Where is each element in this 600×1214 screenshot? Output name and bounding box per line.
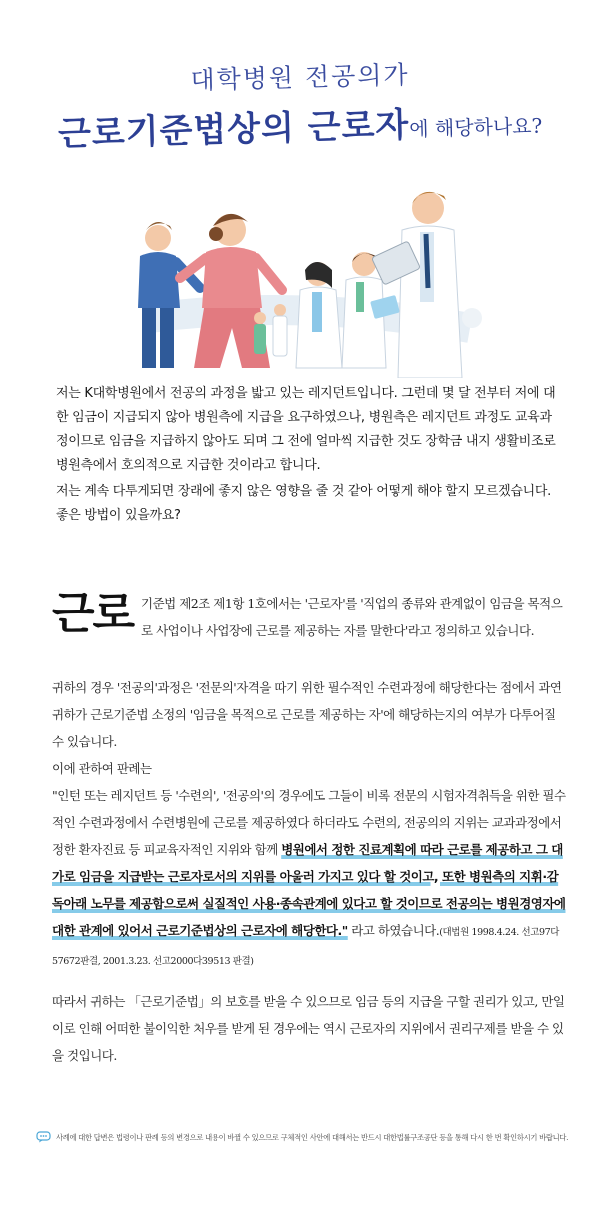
answer-dropcap: 근로 xyxy=(52,588,134,639)
precedent-highlight: 병원에서 정한 진료계획에 따라 근로를 제공하고 그 대가로 임금을 지급받는 근로자로서의 지위를 아울러 가지고 있다 할 것이고, 또한 병원측의 지휘·감독아래 노무를 제공함으로써 실질적인 사용·종속관계에 있다고 할 것이므로 전공의는 병원경영자에 대한 관계에 있어서 근로기준법상의 근로자에 해당한다." xyxy=(52,842,566,938)
title-line2-big: 근로기준법상의 근로자 xyxy=(57,105,410,155)
answer-conclusion: 따라서 귀하는 「근로기준법」의 보호를 받을 수 있으므로 임금 등의 지급을 구할 권리가 있고, 만일 이로 인해 어떠한 불이익한 처우를 받게 된 경우에는 역시 근로자의 지위에서 권리구제를 받을 수 있을 것입니다. xyxy=(52,994,565,1063)
precedent-plain: "인턴 또는 레지던트 등 '수련의', '전공의'의 경우에도 그들이 비록 전문의 시험자격취득을 위한 필수적인 수련과정에서 수련병원에 근로를 제공하였다 하더라도 수련의, 전공의의 지위는 교과과정에서 정한 환자진료 등 피교육자적인 지위와 함께 xyxy=(52,788,566,857)
precedent-quote xyxy=(52,782,566,975)
answer-paragraph-2: 귀하의 경우 '전공의'과정은 '전문의'자격을 따기 위한 필수적인 수련과정에 해당한다는 점에서 과연 귀하가 근로기준법 소정의 '임금을 목적으로 근로를 제공하는 자'에 해당하는지의 여부가 다투어질 수 있습니다. xyxy=(52,680,562,749)
title-line2 xyxy=(0,92,600,157)
title-line2-small: 에 해당하나요? xyxy=(408,113,543,142)
title-line1: 대학병원 전공의가 xyxy=(190,60,410,95)
question-paragraph-2: 저는 계속 다투게되면 장래에 좋지 않은 영향을 줄 것 같아 어떻게 해야 할지 모르겠습니다. 좋은 방법이 있을까요? xyxy=(56,484,551,523)
answer-paragraph-3: 이에 관하여 판례는 xyxy=(52,761,152,776)
disclaimer-footnote xyxy=(36,1131,576,1145)
question-paragraph-1: 저는 K대학병원에서 전공의 과정을 밟고 있는 레지던트입니다. 그런데 몇 달 전부터 저에 대한 임금이 지급되지 않아 병원측에 지급을 요구하였으나, 병원측은 레지던트 과정도 교육과정이므로 임금을 지급하지 않아도 되며 그 전에 얼마씩 지급한 것도 장학금 내지 생활비조로 병원측에서 호의적으로 지급한 것이라고 합니다. xyxy=(56,386,556,473)
medical-staff-illustration xyxy=(110,178,490,378)
answer-body xyxy=(52,674,566,975)
answer-lead-text: 기준법 제2조 제1항 1호에서는 '근로자'를 '직업의 종류와 관계없이 임금을 목적으로 사업이나 사업장에 근로를 제공하는 자를 말한다'라고 정의하고 있습니다. xyxy=(141,596,563,638)
chat-bubble-icon xyxy=(36,1131,52,1145)
precedent-tail: 라고 하였습니다. xyxy=(347,923,440,938)
page-title xyxy=(0,58,600,155)
precedent-citation: (대법원 1998.4.24. 선고97다57672판결, 2001.3.23. 선고2000다39513 판결) xyxy=(52,927,560,967)
disclaimer-text: 사례에 대한 답변은 법령이나 판례 등의 변경으로 내용이 바뀔 수 있으므로 구체적인 사안에 대해서는 반드시 대한법률구조공단 등을 통해 다시 한 번 확인하시기 바랍니다. xyxy=(56,1133,569,1142)
question-block xyxy=(56,382,556,528)
answer-lead xyxy=(52,590,566,644)
